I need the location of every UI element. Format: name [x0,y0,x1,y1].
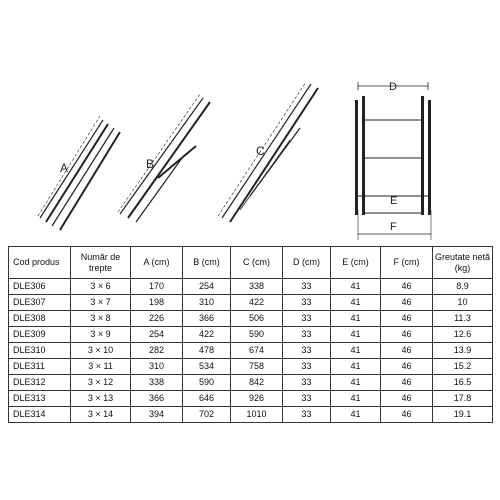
table-cell: 46 [381,327,433,343]
table-cell: 17.8 [433,391,493,407]
table-cell: 41 [331,311,381,327]
table-cell: 11.3 [433,311,493,327]
table-cell: 41 [331,343,381,359]
table-cell: 46 [381,295,433,311]
table-cell: 41 [331,279,381,295]
table-cell: 41 [331,327,381,343]
table-row [9,359,493,375]
table-cell: 19.1 [433,407,493,423]
table-cell: 46 [381,311,433,327]
table-cell: DLE314 [9,407,71,423]
table-cell: 394 [131,407,183,423]
label-d: D [389,81,397,93]
header-cod-produs: Cod produs [9,247,71,279]
table-cell: 3 × 8 [71,311,131,327]
table-cell: 41 [331,295,381,311]
table-cell: DLE307 [9,295,71,311]
table-row [9,279,493,295]
ladder-b-drawing [118,94,210,222]
table-cell: 33 [283,375,331,391]
table-cell: DLE309 [9,327,71,343]
ladder-top-view [355,82,431,240]
table-cell: 534 [183,359,231,375]
table-row [9,311,493,327]
table-cell: 198 [131,295,183,311]
table-cell: 33 [283,279,331,295]
table-cell: 41 [331,391,381,407]
table-cell: 33 [283,311,331,327]
table-cell: 3 × 12 [71,375,131,391]
table-row [9,327,493,343]
table-cell: 702 [183,407,231,423]
table-cell: 422 [231,295,283,311]
table-cell: 590 [183,375,231,391]
table-row [9,295,493,311]
table-cell: 758 [231,359,283,375]
table-row [9,391,493,407]
ladder-c-drawing [218,82,318,222]
table-cell: 8.9 [433,279,493,295]
table-cell: 46 [381,375,433,391]
table-cell: 478 [183,343,231,359]
table-cell: 506 [231,311,283,327]
label-a: A [60,161,69,175]
table-row [9,375,493,391]
table-cell: 16.5 [433,375,493,391]
table-cell: 33 [283,407,331,423]
header-c: C (cm) [231,247,283,279]
table-cell: 3 × 7 [71,295,131,311]
table-cell: 3 × 14 [71,407,131,423]
label-c: C [256,144,265,158]
table-row [9,407,493,423]
label-f: F [390,221,397,233]
table-cell: 46 [381,391,433,407]
table-cell: 3 × 10 [71,343,131,359]
header-numar-trepte: Număr de trepte [71,247,131,279]
table-cell: 1010 [231,407,283,423]
table-cell: 46 [381,343,433,359]
table-cell: 170 [131,279,183,295]
table-cell: 33 [283,327,331,343]
table-cell: 338 [231,279,283,295]
table-cell: 310 [131,359,183,375]
table-cell: 254 [131,327,183,343]
table-cell: 282 [131,343,183,359]
table-cell: 422 [183,327,231,343]
label-e: E [390,195,398,207]
table-cell: 46 [381,279,433,295]
table-cell: 15.2 [433,359,493,375]
table-cell: 3 × 6 [71,279,131,295]
table-cell: 310 [183,295,231,311]
ladder-dimension-diagram [0,0,500,240]
table-cell: 366 [183,311,231,327]
table-cell: 13.9 [433,343,493,359]
table-cell: 254 [183,279,231,295]
header-e: E (cm) [331,247,381,279]
table-cell: 12.6 [433,327,493,343]
table-cell: 366 [131,391,183,407]
label-b: B [146,157,155,171]
table-cell: 590 [231,327,283,343]
table-cell: 41 [331,375,381,391]
table-cell: DLE312 [9,375,71,391]
table-cell: 3 × 9 [71,327,131,343]
table-cell: 674 [231,343,283,359]
table-cell: 46 [381,359,433,375]
table-cell: DLE308 [9,311,71,327]
table-cell: 46 [381,407,433,423]
table-cell: 33 [283,391,331,407]
table-cell: 33 [283,359,331,375]
table-cell: 3 × 13 [71,391,131,407]
header-d: D (cm) [283,247,331,279]
table-row [9,343,493,359]
table-cell: 33 [283,295,331,311]
header-a: A (cm) [131,247,183,279]
table-cell: 842 [231,375,283,391]
table-cell: 41 [331,359,381,375]
specifications-table [8,246,493,423]
table-cell: 226 [131,311,183,327]
table-cell: 10 [433,295,493,311]
table-cell: DLE311 [9,359,71,375]
header-f: F (cm) [381,247,433,279]
table-cell: 646 [183,391,231,407]
table-cell: DLE310 [9,343,71,359]
table-cell: 926 [231,391,283,407]
table-header-row [9,247,493,279]
ladder-a-drawing [38,116,120,230]
table-cell: DLE313 [9,391,71,407]
header-b: B (cm) [183,247,231,279]
table-cell: DLE306 [9,279,71,295]
table-cell: 338 [131,375,183,391]
table-cell: 3 × 11 [71,359,131,375]
table-cell: 41 [331,407,381,423]
table-cell: 33 [283,343,331,359]
header-greutate: Greutate netă (kg) [433,247,493,279]
